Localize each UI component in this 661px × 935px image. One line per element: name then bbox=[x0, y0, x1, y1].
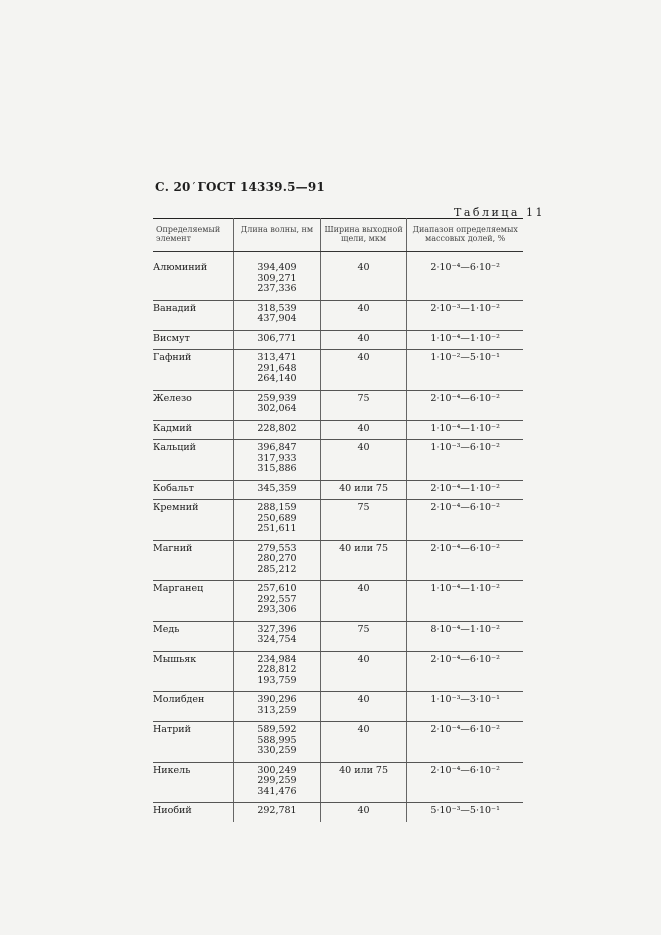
cell-wavelengths bbox=[234, 390, 321, 420]
cell-wavelengths bbox=[234, 260, 321, 300]
wavelength-value: 589,592 bbox=[257, 724, 297, 735]
wavelength-value: 257,610 bbox=[257, 583, 297, 594]
cell-element: Ниобий bbox=[153, 805, 192, 816]
cell-range: 2·10⁻⁴—1·10⁻² bbox=[407, 480, 523, 500]
cell-slit-width: 40 или 75 bbox=[320, 480, 406, 500]
wavelength-value: 309,271 bbox=[257, 272, 297, 284]
cell-element: Железо bbox=[153, 390, 234, 420]
wavelength-value: 250,689 bbox=[257, 512, 297, 524]
cell-element: Никель bbox=[153, 762, 234, 803]
cell-range: 1·10⁻²—5·10⁻¹ bbox=[407, 350, 523, 391]
wavelength-value: 259,939 bbox=[257, 392, 297, 404]
spacer-row bbox=[153, 252, 523, 261]
cell-wavelengths bbox=[234, 440, 321, 481]
table-row bbox=[153, 651, 523, 692]
cell-slit-width: 40 bbox=[320, 260, 406, 300]
cell-range: 2·10⁻⁴—6·10⁻² bbox=[407, 651, 523, 692]
cell-slit-width: 40 bbox=[320, 350, 406, 391]
wavelength-value: 327,396 bbox=[257, 623, 297, 635]
cell-range: 1·10⁻³—3·10⁻¹ bbox=[407, 692, 523, 722]
cell-wavelengths bbox=[234, 300, 321, 330]
cell-wavelengths bbox=[234, 803, 321, 822]
cell-range: 8·10⁻⁴—1·10⁻² bbox=[407, 621, 523, 651]
cell-range: 5·10⁻³—5·10⁻¹ bbox=[407, 803, 523, 822]
wavelength-value: 285,212 bbox=[257, 563, 297, 575]
wavelength-value: 394,409 bbox=[257, 262, 297, 273]
cell-element: Мышьяк bbox=[153, 651, 234, 692]
cell-element: Алюминий bbox=[153, 260, 234, 300]
wavelength-value: 330,259 bbox=[257, 745, 297, 756]
wavelength-value: 306,771 bbox=[257, 332, 297, 344]
wavelength-value: 279,553 bbox=[257, 542, 297, 554]
cell-wavelengths bbox=[234, 540, 321, 581]
cell-wavelengths bbox=[234, 581, 321, 622]
wavelength-value: 396,847 bbox=[257, 442, 297, 453]
cell-element: Молибден bbox=[153, 692, 234, 722]
wavelength-value: 228,802 bbox=[257, 422, 297, 434]
cell-element: Кремний bbox=[153, 500, 234, 541]
cell-range: 2·10⁻⁴—6·10⁻² bbox=[407, 500, 523, 541]
wavelength-value: 264,140 bbox=[257, 373, 297, 384]
wavelength-value: 293,306 bbox=[257, 604, 297, 615]
wavelength-value: 292,557 bbox=[257, 593, 297, 605]
wavelength-value: 437,904 bbox=[257, 313, 297, 324]
wavelength-value: 317,933 bbox=[257, 452, 297, 464]
cell-wavelengths bbox=[234, 692, 321, 722]
column-header-range: Диапазон определяемых массовых долей, % bbox=[407, 219, 523, 252]
table-row bbox=[153, 621, 523, 651]
table-header-row bbox=[153, 219, 523, 252]
table-row bbox=[153, 692, 523, 722]
wavelength-value: 318,539 bbox=[257, 302, 297, 314]
table-row bbox=[153, 762, 523, 803]
cell-element: Висмут bbox=[153, 330, 234, 350]
cell-range: 2·10⁻⁴—6·10⁻² bbox=[407, 390, 523, 420]
cell-range: 1·10⁻⁴—1·10⁻² bbox=[407, 330, 523, 350]
cell-element: Магний bbox=[153, 540, 234, 581]
wavelength-value: 390,296 bbox=[257, 694, 297, 705]
cell-slit-width: 40 bbox=[320, 692, 406, 722]
cell-element: Кальций bbox=[153, 440, 234, 481]
cell-element: Натрий bbox=[153, 722, 234, 763]
wavelength-value: 237,336 bbox=[257, 283, 297, 294]
wavelength-value: 588,995 bbox=[257, 734, 297, 746]
cell-wavelengths bbox=[234, 722, 321, 763]
wavelength-value: 280,270 bbox=[257, 553, 297, 564]
wavelength-value: 251,611 bbox=[257, 523, 297, 534]
cell-wavelengths bbox=[234, 621, 321, 651]
wavelength-value: 288,159 bbox=[257, 502, 297, 513]
cell-range: 1·10⁻⁴—1·10⁻² bbox=[407, 581, 523, 622]
cell-range: 2·10⁻⁴—6·10⁻² bbox=[407, 260, 523, 300]
table-row bbox=[153, 300, 523, 330]
table-row bbox=[153, 350, 523, 391]
table-row bbox=[153, 540, 523, 581]
wavelength-value: 313,471 bbox=[257, 352, 297, 363]
wavelength-value: 234,984 bbox=[257, 653, 297, 665]
wavelength-value: 299,259 bbox=[257, 775, 297, 786]
column-header-wavelength: Длина волны, нм bbox=[234, 219, 321, 252]
table-row bbox=[153, 803, 523, 822]
cell-slit-width: 75 bbox=[320, 621, 406, 651]
cell-slit-width: 75 bbox=[320, 390, 406, 420]
cell-range: 2·10⁻⁴—6·10⁻² bbox=[407, 762, 523, 803]
table-row bbox=[153, 581, 523, 622]
cell-wavelengths bbox=[234, 330, 321, 350]
cell-wavelengths bbox=[234, 762, 321, 803]
cell-wavelengths bbox=[234, 350, 321, 391]
column-header-slit-width: Ширина выходной щели, мкм bbox=[320, 219, 406, 252]
table-row bbox=[153, 480, 523, 500]
wavelength-value: 324,754 bbox=[257, 634, 297, 645]
cell-element: Медь bbox=[153, 621, 234, 651]
table-row bbox=[153, 390, 523, 420]
cell-slit-width: 40 bbox=[320, 330, 406, 350]
cell-slit-width: 40 bbox=[320, 803, 406, 822]
table-row bbox=[153, 260, 523, 300]
wavelength-value: 300,249 bbox=[257, 764, 297, 776]
table-caption: Таблица 11 bbox=[454, 206, 545, 219]
cell-slit-width: 40 или 75 bbox=[320, 540, 406, 581]
cell-element: Кобальт bbox=[153, 480, 234, 500]
cell-element: Гафний bbox=[153, 350, 234, 391]
cell-range: 1·10⁻⁴—1·10⁻² bbox=[407, 420, 523, 440]
cell-element: Кадмий bbox=[153, 420, 234, 440]
page-header: С. 20 ′ ГОСТ 14339.5—91 bbox=[155, 180, 325, 194]
cell-slit-width: 40 bbox=[320, 651, 406, 692]
page-number: С. 20 bbox=[155, 180, 191, 194]
wavelength-value: 193,759 bbox=[257, 674, 297, 686]
table-row bbox=[153, 500, 523, 541]
wavelength-value: 291,648 bbox=[257, 362, 297, 374]
data-table bbox=[153, 218, 523, 822]
data-table-container bbox=[153, 218, 523, 822]
wavelength-value: 315,886 bbox=[257, 463, 297, 474]
wavelength-value: 228,812 bbox=[257, 664, 297, 675]
cell-slit-width: 40 или 75 bbox=[320, 762, 406, 803]
cell-slit-width: 40 bbox=[320, 581, 406, 622]
cell-slit-width: 40 bbox=[320, 722, 406, 763]
wavelength-value: 341,476 bbox=[257, 785, 297, 797]
table-body bbox=[153, 252, 523, 822]
cell-element: Ванадий bbox=[153, 300, 234, 330]
cell-wavelengths bbox=[234, 480, 321, 500]
cell-wavelengths bbox=[234, 651, 321, 692]
cell-range: 2·10⁻³—1·10⁻² bbox=[407, 300, 523, 330]
table-row bbox=[153, 330, 523, 350]
cell-slit-width: 40 bbox=[320, 300, 406, 330]
cell-slit-width: 40 bbox=[320, 420, 406, 440]
cell-element: Марганец bbox=[153, 581, 234, 622]
table-row bbox=[153, 440, 523, 481]
cell-wavelengths bbox=[234, 420, 321, 440]
cell-slit-width: 75 bbox=[320, 500, 406, 541]
wavelength-value: 345,359 bbox=[257, 482, 297, 494]
wavelength-value: 292,781 bbox=[257, 805, 297, 816]
table-row bbox=[153, 420, 523, 440]
cell-slit-width: 40 bbox=[320, 440, 406, 481]
wavelength-value: 313,259 bbox=[257, 704, 297, 716]
cell-range: 2·10⁻⁴—6·10⁻² bbox=[407, 540, 523, 581]
column-header-element: Определяемый элемент bbox=[153, 219, 234, 252]
standard-number: ГОСТ 14339.5—91 bbox=[197, 180, 325, 194]
cell-range: 2·10⁻⁴—6·10⁻² bbox=[407, 722, 523, 763]
cell-range: 1·10⁻³—6·10⁻² bbox=[407, 440, 523, 481]
wavelength-value: 302,064 bbox=[257, 403, 297, 414]
cell-wavelengths bbox=[234, 500, 321, 541]
table-row bbox=[153, 722, 523, 763]
